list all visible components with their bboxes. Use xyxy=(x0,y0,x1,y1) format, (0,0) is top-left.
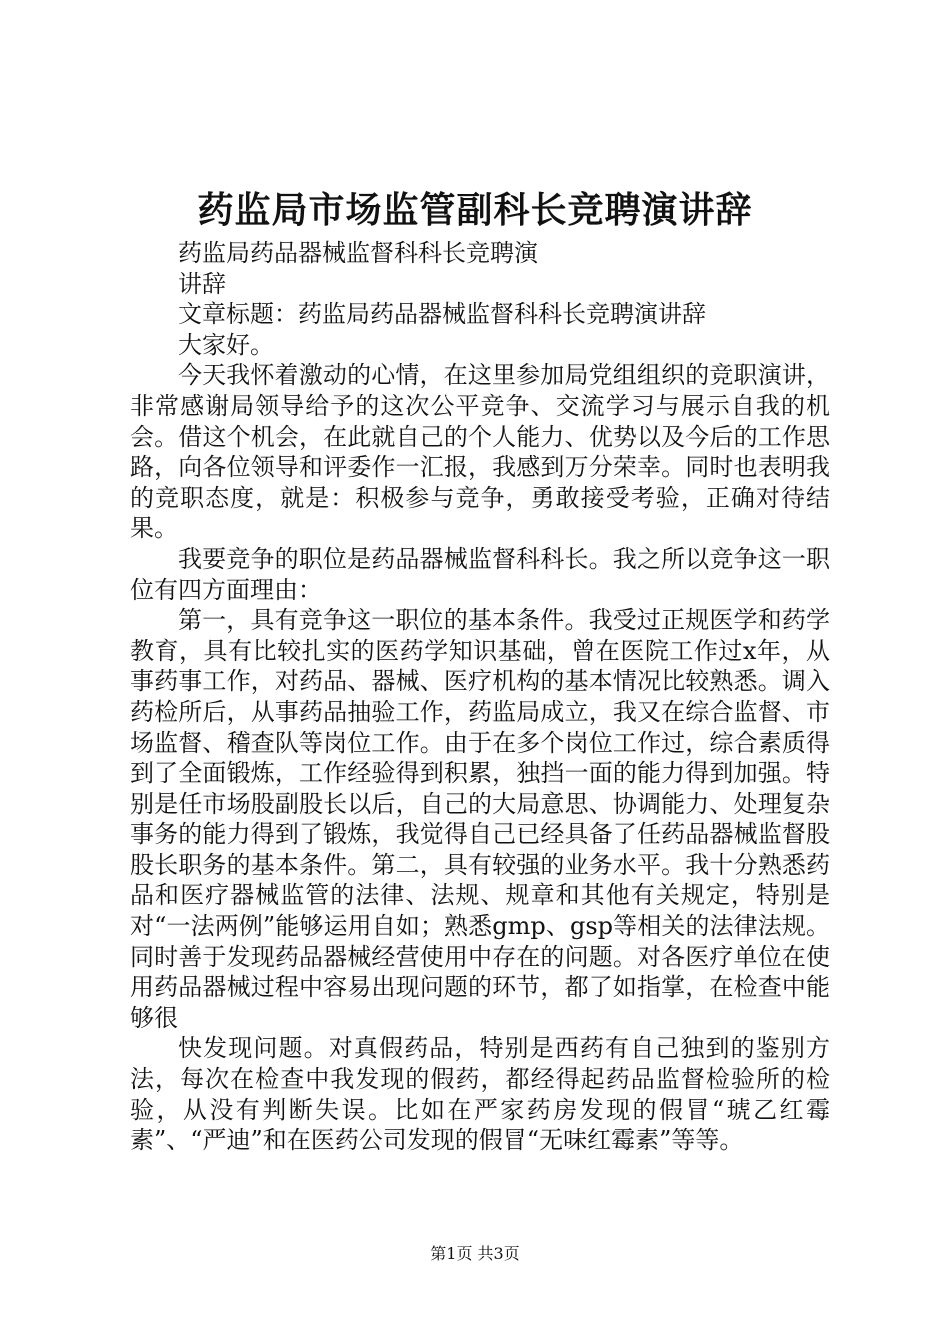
paragraph: 第一，具有竞争这一职位的基本条件。我受过正规医学和药学教育，具有比较扎实的医药学知识基础，曾在医院工作过x年，从事药事工作，对药品、器械、医疗机构的基本情况比较熟悉。调入药检所后，从事药品抽验工作，药监局成立，我又在综合监督、市场监督、稽查队等岗位工作。由于在多个岗位工作过，综合素质得到了全面锻炼，工作经验得到积累，独挡一面的能力得到加强。特别是任市场股副股长以后，自己的大局意思、协调能力、处理复杂事务的能力得到了锻炼，我觉得自己已经具备了任药品器械监督股股长职务的基本条件。第二，具有较强的业务水平。我十分熟悉药品和医疗器械监管的法律、法规、规章和其他有关规定，特别是对“一法两例”能够运用自如；熟悉gmp、gsp等相关的法律法规。同时善于发现药品器械经营使用中存在的问题。对各医疗单位在使用药品器械过程中容易出现问题的环节，都了如指掌，在检查中能够很 xyxy=(130,606,830,1032)
paragraph: 讲辞 xyxy=(178,269,226,298)
paragraph: 今天我怀着激动的心情，在这里参加局党组组织的竞职演讲，非常感谢局领导给予的这次公平竞争、交流学习与展示自我的机会。借这个机会，在此就自己的个人能力、优势以及今后的工作思路，向各位领导和评委作一汇报，我感到万分荣幸。同时也表明我的竞职态度，就是：积极参与竞争，勇敢接受考验，正确对待结果。 xyxy=(130,361,830,543)
page-footer: 第1页 共3页 xyxy=(430,1244,520,1263)
document-title: 药监局市场监管副科长竞聘演讲辞 xyxy=(197,189,753,231)
paragraph: 药监局药品器械监督科科长竞聘演 xyxy=(178,239,538,267)
paragraph: 文章标题：药监局药品器械监督科科长竞聘演讲辞 xyxy=(178,300,706,329)
document-body xyxy=(130,238,830,1156)
paragraph: 快发现问题。对真假药品，特别是西药有自己独到的鉴别方法，每次在检查中我发现的假药，都经得起药品监督检验所的检验，从没有判断失误。比如在严家药房发现的假冒“琥乙红霉素”、“严迪”和在医药公司发现的假冒“无味红霉素”等等。 xyxy=(130,1034,830,1155)
paragraph: 大家好。 xyxy=(178,330,274,359)
paragraph: 我要竞争的职位是药品器械监督科科长。我之所以竞争这一职位有四方面理由： xyxy=(130,544,830,604)
